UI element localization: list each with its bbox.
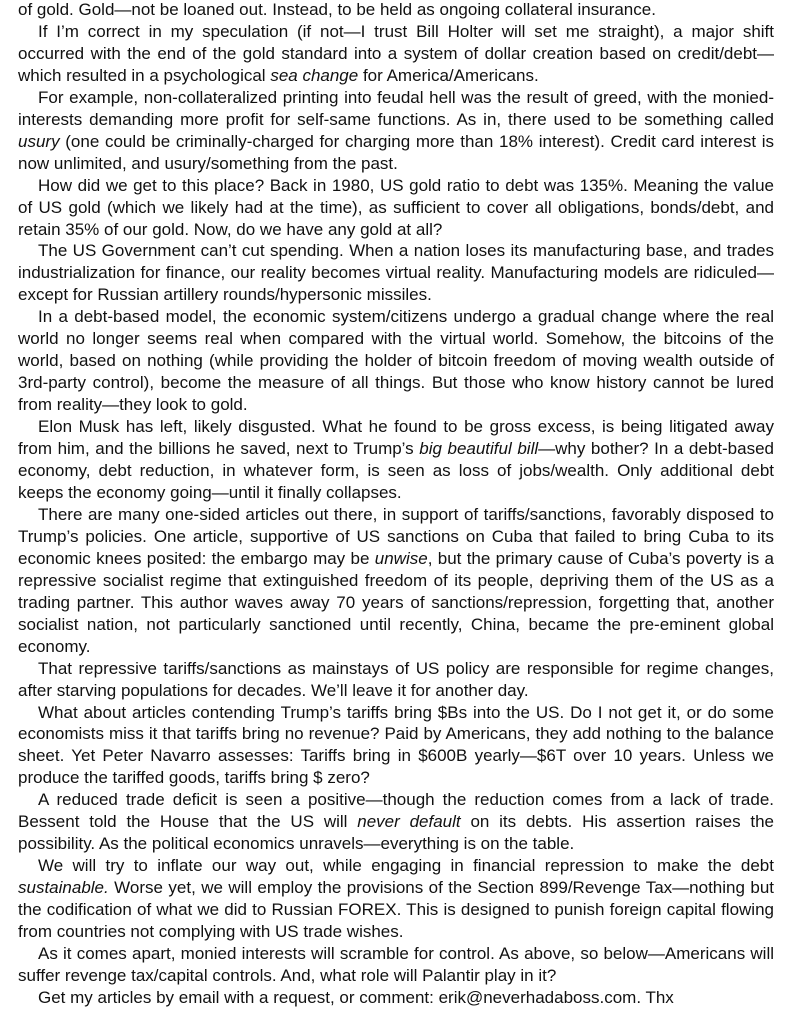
paragraph bbox=[18, 855, 774, 943]
text-run: Worse yet, we will employ the provisions of the Section 899/Revenge Tax—nothing but the codification of what we did to Russian FOREX. This is designed to punish foreign capital flowing from countries not complying with US trade wishes. bbox=[18, 878, 774, 942]
paragraph bbox=[18, 702, 774, 790]
paragraph bbox=[18, 240, 774, 306]
paragraph bbox=[18, 175, 774, 241]
italic-text: sea change bbox=[270, 65, 359, 85]
text-run: If I’m correct in my speculation (if not—I trust Bill Holter will set me straight), a major shift occurred with the end of the gold standard into a system of dollar creation based on credit/debt—which resulted in a psychological bbox=[18, 21, 774, 85]
paragraph bbox=[18, 658, 774, 702]
text-run: What about articles contending Trump’s tariffs bring $Bs into the US. Do I not get it, or do some economists miss it that tariffs bring no revenue? Paid by Americans, they add nothing to the balance sheet. Yet Peter Navarro assesses: Tariffs bring in $600B yearly—$6T over 10 years. Unless we produce the tariffed goods, tariffs bring $ zero? bbox=[18, 702, 774, 788]
text-run: How did we get to this place? Back in 1980, US gold ratio to debt was 135%. Meaning the value of US gold (which we likely had at the time), as sufficient to cover all obligations, bonds/debt, and retain 35% of our gold. Now, do we have any gold at all? bbox=[18, 175, 774, 239]
text-run: That repressive tariffs/sanctions as mainstays of US policy are responsible for regime changes, after starving populations for decades. We’ll leave it for another day. bbox=[18, 658, 774, 700]
paragraph bbox=[18, 943, 774, 987]
text-run: There are many one-sided articles out there, in support of tariffs/sanctions, favorably disposed to Trump’s policies. One article, supportive of US sanctions on Cuba that failed to bring Cuba to its economic knees posited: the embargo may be bbox=[18, 504, 774, 568]
text-run: Get my articles by email with a request, or comment: erik@neverhadaboss.com. Thx bbox=[38, 987, 674, 1007]
text-run: (one could be criminally-charged for charging more than 18% interest). Credit card interest is now unlimited, and usury/something from the past. bbox=[18, 131, 774, 173]
text-run: A reduced trade deficit is seen a positive—though the reduction comes from a lack of trade. Bessent told the House that the US will bbox=[18, 790, 774, 832]
italic-text: never default bbox=[357, 812, 461, 832]
paragraph bbox=[18, 504, 774, 658]
text-run: In a debt-based model, the economic system/citizens undergo a gradual change where the real world no longer seems real when compared with the virtual world. Somehow, the bitcoins of the world, based on nothing (while providing the holder of bitcoin freedom of moving wealth outside of 3rd-party control), become the measure of all things. But those who know history cannot be lured from reality—they look to gold. bbox=[18, 307, 774, 415]
paragraph bbox=[18, 0, 774, 21]
paragraph bbox=[18, 416, 774, 504]
text-run: Elon Musk has left, likely disgusted. What he found to be gross excess, is being litigated away from him, and the billions he saved, next to Trump’s bbox=[18, 417, 774, 459]
text-run: For example, non-collateralized printing into feudal hell was the result of greed, with the monied-interests demanding more profit for self-same functions. As in, there used to be something called bbox=[18, 87, 774, 129]
text-run: —why bother? In a debt-based economy, debt reduction, in whatever form, is seen as loss of jobs/wealth. Only additional debt keeps the economy going—until it finally collapses. bbox=[18, 439, 774, 502]
paragraph bbox=[18, 306, 774, 416]
text-run: We will try to inflate our way out, while engaging in financial repression to make the debt bbox=[38, 856, 774, 876]
italic-text: big beautiful bill bbox=[419, 439, 539, 459]
italic-text: sustainable. bbox=[18, 878, 109, 898]
article-body bbox=[18, 0, 774, 1009]
text-run: As it comes apart, monied interests will scramble for control. As above, so below—Americans will suffer revenge tax/capital controls. And, what role will Palantir play in it? bbox=[18, 943, 774, 985]
paragraph bbox=[18, 21, 774, 87]
paragraph bbox=[18, 87, 774, 175]
text-run: of gold. Gold—not be loaned out. Instead, to be held as ongoing collateral insurance. bbox=[18, 0, 656, 19]
paragraph bbox=[18, 987, 774, 1009]
text-run: for America/Americans. bbox=[358, 65, 539, 85]
text-run: on its debts. His assertion raises the possibility. As the political economics unravels—everything is on the table. bbox=[18, 812, 775, 854]
text-run: The US Government can’t cut spending. When a nation loses its manufacturing base, and trades industrialization for finance, our reality becomes virtual reality. Manufacturing models are ridiculed—except for Russian artillery rounds/hypersonic missiles. bbox=[18, 241, 774, 305]
italic-text: unwise bbox=[374, 548, 428, 568]
paragraph bbox=[18, 789, 774, 855]
italic-text: usury bbox=[18, 131, 60, 151]
text-run: , but the primary cause of Cuba’s poverty is a repressive socialist regime that extinguished freedom of its people, depriving them of the US as a trading partner. This author waves away 70 years of sanctions/repression, forgetting that, another socialist nation, not particularly sanctioned until recently, China, became the pre-eminent global economy. bbox=[18, 548, 774, 656]
